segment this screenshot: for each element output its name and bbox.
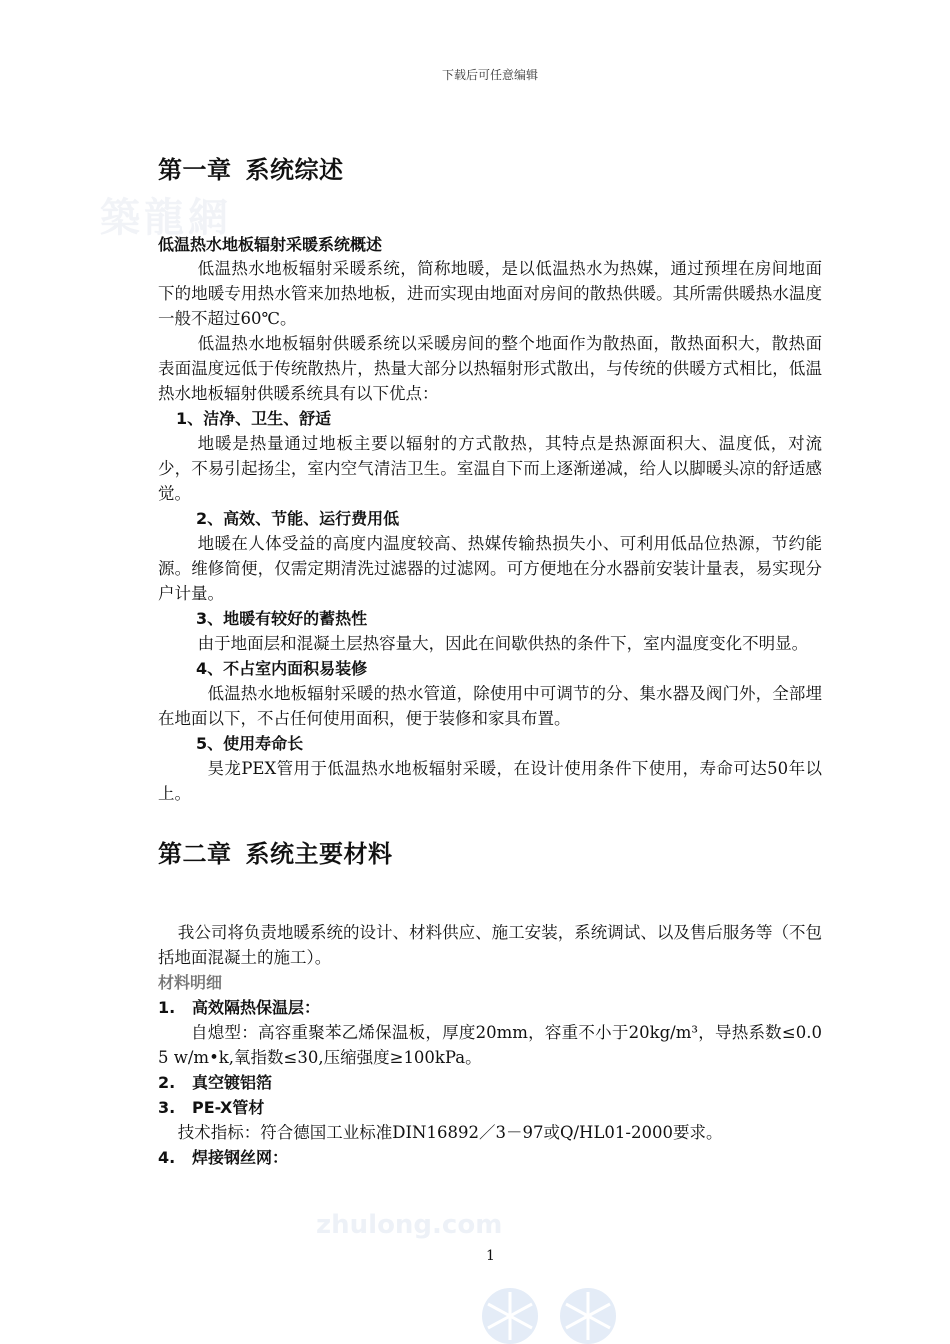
watermark-bottom: zhulong.com (316, 1210, 503, 1240)
material-3-text: 技术指标：符合德国工业标准DIN16892／3－97或Q/HL01-2000要求。 (177, 1123, 723, 1142)
chapter-1-title: 系统综述 (245, 156, 344, 184)
advantage-4-title: 4、不占室内面积易装修 (196, 659, 368, 678)
snowflake-watermark-icon (470, 1280, 630, 1344)
material-3-index: 3. (158, 1098, 176, 1117)
advantage-4-text: 低温热水地板辐射采暖的热水管道，除使用中可调节的分、集水器及阀门外，全部埋在地面以下，不占任何使用面积，便于装修和家具布置。 (158, 684, 822, 728)
material-2-index: 2. (158, 1073, 176, 1092)
header-note: 下载后可任意编辑 (441, 68, 538, 82)
material-1-index: 1. (158, 998, 176, 1017)
material-1-name: 高效隔热保温层： (192, 998, 321, 1017)
advantage-5-text: 昊龙PEX管用于低温热水地板辐射采暖，在设计使用条件下使用，寿命可达50年以上。 (158, 759, 822, 803)
material-3-title (158, 1095, 822, 1120)
advantage-2-title: 2、高效、节能、运行费用低 (196, 509, 400, 528)
material-4-title (158, 1145, 822, 1170)
section-2-intro: 我公司将负责地暖系统的设计、材料供应、施工安装，系统调试、以及售后服务等（不包括地面混凝土的施工）。 (158, 923, 822, 967)
advantage-3-title: 3、地暖有较好的蓄热性 (196, 609, 368, 628)
material-4-index: 4. (158, 1148, 176, 1167)
material-1-title (158, 995, 822, 1020)
advantage-1-text: 地暖是热量通过地板主要以辐射的方式散热，其特点是热源面积大、温度低，对流少，不易引起扬尘，室内空气清洁卫生。室温自下而上逐渐递减，给人以脚暖头凉的舒适感觉。 (158, 434, 822, 503)
page-number: 1 (486, 1248, 495, 1264)
section-1-paragraph-1: 低温热水地板辐射采暖系统，简称地暖，是以低温热水为热媒，通过预埋在房间地面下的地暖专用热水管来加热地板，进而实现由地面对房间的散热供暖。其所需供暖热水温度一般不超过60℃。 (158, 259, 822, 328)
chapter-2-heading (158, 834, 822, 874)
material-1-text: 自熄型：高容重聚苯乙烯保温板，厚度20mm，容重不小于20kg/m³，导热系数≤0.0 5 w/m•k,氧指数≤30,压缩强度≥100kPa。 (158, 1023, 822, 1067)
chapter-2-title: 系统主要材料 (245, 840, 393, 868)
material-2-title (158, 1070, 822, 1095)
material-2-name: 真空镀铝箔 (192, 1073, 273, 1092)
materials-title: 材料明细 (158, 973, 223, 992)
advantage-2-text: 地暖在人体受益的高度内温度较高、热媒传输热损失小、可利用低品位热源，节约能源。维修简便，仅需定期清洗过滤器的过滤网。可方便地在分水器前安装计量表，易实现分户计量。 (158, 534, 822, 603)
section-1-paragraph-2: 低温热水地板辐射供暖系统以采暖房间的整个地面作为散热面，散热面积大，散热面表面温度远低于传统散热片，热量大部分以热辐射形式散出，与传统的供暖方式相比，低温热水地板辐射供暖系统具有以下优点： (158, 334, 822, 403)
section-1-title: 低温热水地板辐射采暖系统概述 (158, 235, 383, 254)
advantage-3-text: 由于地面层和混凝土层热容量大，因此在间歇供热的条件下，室内温度变化不明显。 (197, 634, 809, 653)
document-body (158, 150, 822, 1170)
advantage-5-title: 5、使用寿命长 (196, 734, 304, 753)
advantage-1-title: 1、洁净、卫生、舒适 (176, 409, 332, 428)
chapter-2-number: 第二章 (158, 840, 232, 868)
material-4-name: 焊接钢丝网： (192, 1148, 289, 1167)
watermark-top: 築龍網 (100, 195, 232, 241)
material-3-name: PE-X管材 (192, 1098, 265, 1117)
chapter-1-heading (158, 150, 822, 190)
chapter-1-number: 第一章 (158, 156, 232, 184)
